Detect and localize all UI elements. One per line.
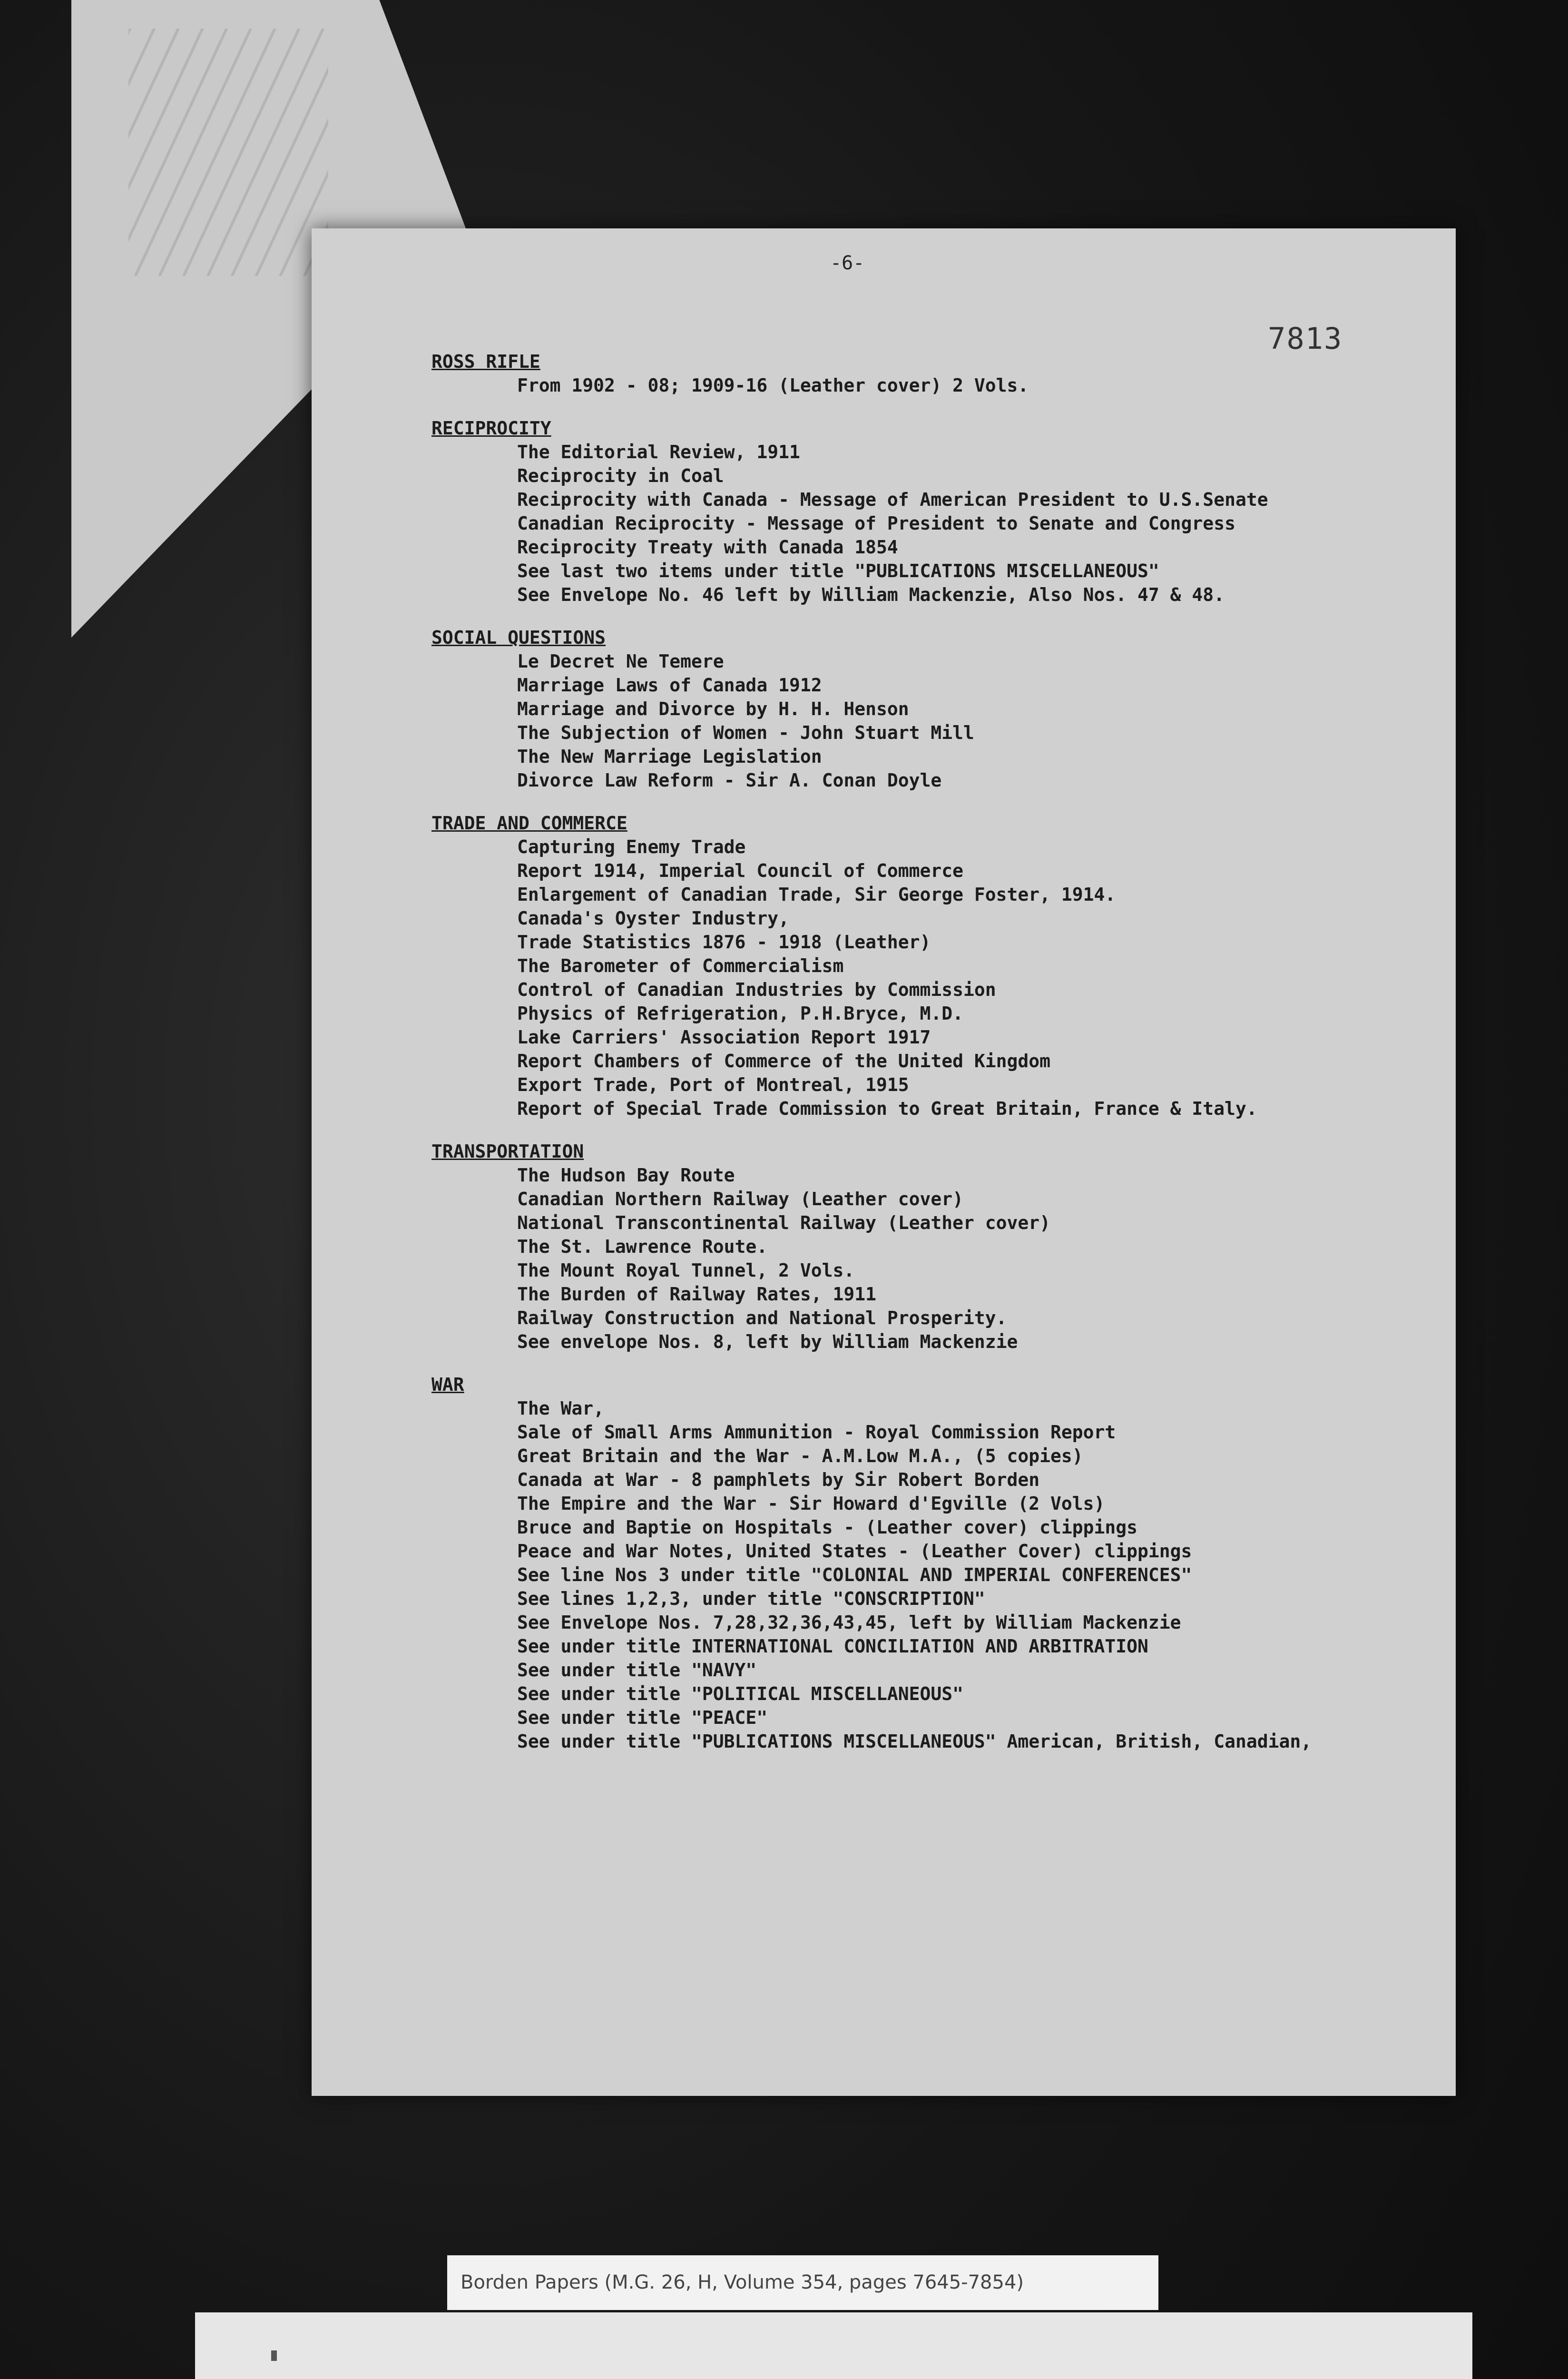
index-entry: Marriage and Divorce by H. H. Henson	[517, 698, 909, 719]
index-body	[431, 350, 1440, 1772]
index-entry: The War,	[517, 1398, 605, 1419]
index-entry: Divorce Law Reform - Sir A. Conan Doyle	[517, 770, 942, 791]
index-entry: Capturing Enemy Trade	[517, 836, 746, 857]
section-trade-and-commerce	[431, 811, 1440, 1121]
index-entry: Control of Canadian Industries by Commission	[517, 979, 996, 1000]
index-entry: The Burden of Railway Rates, 1911	[517, 1284, 876, 1305]
index-entry: The New Marriage Legislation	[517, 746, 822, 767]
index-entry: The Hudson Bay Route	[517, 1165, 735, 1186]
section-items	[431, 374, 1440, 397]
index-entry: Physics of Refrigeration, P.H.Bryce, M.D.	[517, 1003, 963, 1024]
index-entry: Report Chambers of Commerce of the United Kingdom	[517, 1051, 1051, 1072]
index-entry: Canada at War - 8 pamphlets by Sir Robert Borden	[517, 1469, 1040, 1490]
section-war	[431, 1373, 1440, 1753]
section-heading: SOCIAL QUESTIONS	[431, 627, 606, 648]
index-entry: Trade Statistics 1876 - 1918 (Leather)	[517, 932, 931, 953]
section-items	[431, 1396, 1440, 1753]
section-heading: TRADE AND COMMERCE	[431, 813, 627, 834]
index-entry: See lines 1,2,3, under title "CONSCRIPTION"	[517, 1588, 985, 1609]
index-entry: Reciprocity with Canada - Message of American President to U.S.Senate	[517, 489, 1268, 510]
section-ross-rifle	[431, 350, 1440, 397]
index-entry: From 1902 - 08; 1909-16 (Leather cover) 2 Vols.	[517, 375, 1029, 396]
index-entry: See Envelope No. 46 left by William Mackenzie, Also Nos. 47 & 48.	[517, 584, 1225, 605]
index-entry: The Barometer of Commercialism	[517, 955, 844, 976]
typed-index-page	[312, 228, 1456, 2096]
section-reciprocity	[431, 416, 1440, 607]
index-entry: Great Britain and the War - A.M.Low M.A., (5 copies)	[517, 1445, 1083, 1466]
section-items	[431, 649, 1440, 792]
section-transportation	[431, 1140, 1440, 1354]
page-number: -6-	[830, 252, 865, 274]
index-entry: Lake Carriers' Association Report 1917	[517, 1027, 931, 1048]
archives-stamp-card	[195, 2312, 1472, 2379]
index-entry: The Editorial Review, 1911	[517, 442, 800, 462]
collection-label-strip: Borden Papers (M.G. 26, H, Volume 354, pages 7645-7854)	[447, 2255, 1158, 2310]
index-entry: See under title "NAVY"	[517, 1660, 757, 1681]
index-entry: The St. Lawrence Route.	[517, 1236, 768, 1257]
index-entry: Reciprocity in Coal	[517, 465, 724, 486]
section-items	[431, 835, 1440, 1121]
index-entry: Sale of Small Arms Ammunition - Royal Commission Report	[517, 1422, 1116, 1443]
index-entry: See Envelope Nos. 7,28,32,36,43,45, left by William Mackenzie	[517, 1612, 1181, 1633]
reference-number: 7813	[1268, 321, 1343, 356]
index-entry: Peace and War Notes, United States - (Leather Cover) clippings	[517, 1541, 1192, 1562]
faded-handwriting	[128, 29, 328, 276]
index-entry: The Subjection of Women - John Stuart Mill	[517, 722, 974, 743]
index-entry: Canadian Northern Railway (Leather cover)	[517, 1189, 963, 1209]
index-entry: See last two items under title "PUBLICATIONS MISCELLANEOUS"	[517, 560, 1159, 581]
index-entry: Marriage Laws of Canada 1912	[517, 675, 822, 696]
index-entry: Report 1914, Imperial Council of Commerce	[517, 860, 963, 881]
index-entry: See under title "POLITICAL MISCELLANEOUS"	[517, 1683, 963, 1704]
index-entry: National Transcontinental Railway (Leather cover)	[517, 1212, 1051, 1233]
index-entry: Railway Construction and National Prosperity.	[517, 1307, 1007, 1328]
index-entry: Bruce and Baptie on Hospitals - (Leather cover) clippings	[517, 1517, 1138, 1538]
section-heading: RECIPROCITY	[431, 418, 551, 439]
index-entry: Report of Special Trade Commission to Great Britain, France & Italy.	[517, 1098, 1257, 1119]
index-entry: The Mount Royal Tunnel, 2 Vols.	[517, 1260, 855, 1281]
index-entry: See under title "PEACE"	[517, 1707, 768, 1728]
section-social-questions	[431, 626, 1440, 792]
mark	[271, 2350, 277, 2361]
index-entry: See envelope Nos. 8, left by William Mackenzie	[517, 1331, 1018, 1352]
section-heading: TRANSPORTATION	[431, 1141, 584, 1162]
index-entry: Export Trade, Port of Montreal, 1915	[517, 1074, 909, 1095]
index-entry: See line Nos 3 under title "COLONIAL AND IMPERIAL CONFERENCES"	[517, 1564, 1192, 1585]
section-heading: WAR	[431, 1374, 464, 1395]
index-entry: Canada's Oyster Industry,	[517, 908, 789, 929]
index-entry: The Empire and the War - Sir Howard d'Egville (2 Vols)	[517, 1493, 1105, 1514]
index-entry: See under title INTERNATIONAL CONCILIATION AND ARBITRATION	[517, 1636, 1148, 1657]
index-entry: Le Decret Ne Temere	[517, 651, 724, 672]
index-entry: Enlargement of Canadian Trade, Sir George Foster, 1914.	[517, 884, 1116, 905]
index-entry: Canadian Reciprocity - Message of President to Senate and Congress	[517, 513, 1235, 534]
section-items	[431, 1163, 1440, 1354]
index-entry: Reciprocity Treaty with Canada 1854	[517, 537, 898, 558]
section-heading: ROSS RIFLE	[431, 351, 540, 372]
section-items	[431, 440, 1440, 607]
index-entry: See under title "PUBLICATIONS MISCELLANEOUS" American, British, Canadian,	[517, 1731, 1312, 1752]
